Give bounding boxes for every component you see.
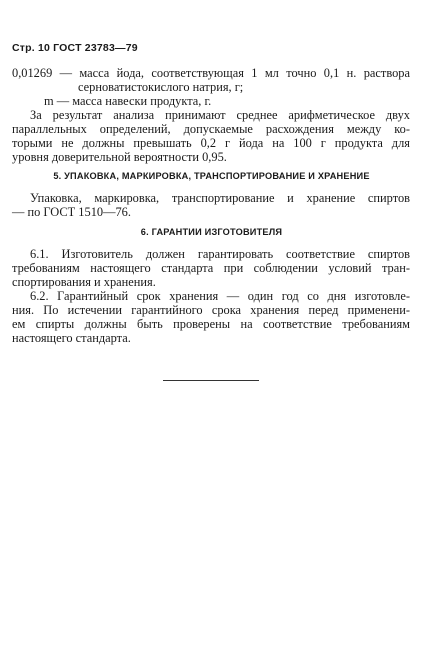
paragraph-line: Упаковка, маркировка, транспортирование и хранение спиртов [30,191,410,205]
section-heading: 6. ГАРАНТИИ ИЗГОТОВИТЕЛЯ [140,227,283,237]
paragraph-line: ем спирты должны быть проверены на соответствие требованиям [12,317,410,331]
paragraph-line: торыми не должны превышать 0,2 г йода на 100 г продукта для [12,136,410,150]
end-rule [163,380,259,381]
paragraph-line: требованиям настоящего стандарта при соблюдении условий тран- [12,261,410,275]
paragraph-line: 6.2. Гарантийный срок хранения — один год со дня изготовле- [30,289,410,303]
paragraph-line: За результат анализа принимают среднее арифметическое двух [30,108,410,122]
formula-definition-line: 0,01269 — масса йода, соответствующая 1 мл точно 0,1 н. раствора [12,66,410,80]
page-header: Стр. 10 ГОСТ 23783—79 [12,42,138,54]
paragraph-line: 6.1. Изготовитель должен гарантировать соответствие спиртов [30,247,410,261]
paragraph-line: настоящего стандарта. [12,331,131,345]
paragraph-line: спортирования и хранения. [12,275,156,289]
paragraph-line: уровня доверительной вероятности 0,95. [12,150,227,164]
formula-definition-line: m — масса навески продукта, г. [44,94,212,108]
formula-definition-line: серноватистокислого натрия, г; [78,80,244,94]
section-heading: 5. УПАКОВКА, МАРКИРОВКА, ТРАНСПОРТИРОВАНИЕ И ХРАНЕНИЕ [53,171,370,181]
paragraph-line: — по ГОСТ 1510—76. [12,205,131,219]
paragraph-line: ния. По истечении гарантийного срока хранения перед применени- [12,303,410,317]
paragraph-line: параллельных определений, допускаемые расхождения между ко- [12,122,410,136]
